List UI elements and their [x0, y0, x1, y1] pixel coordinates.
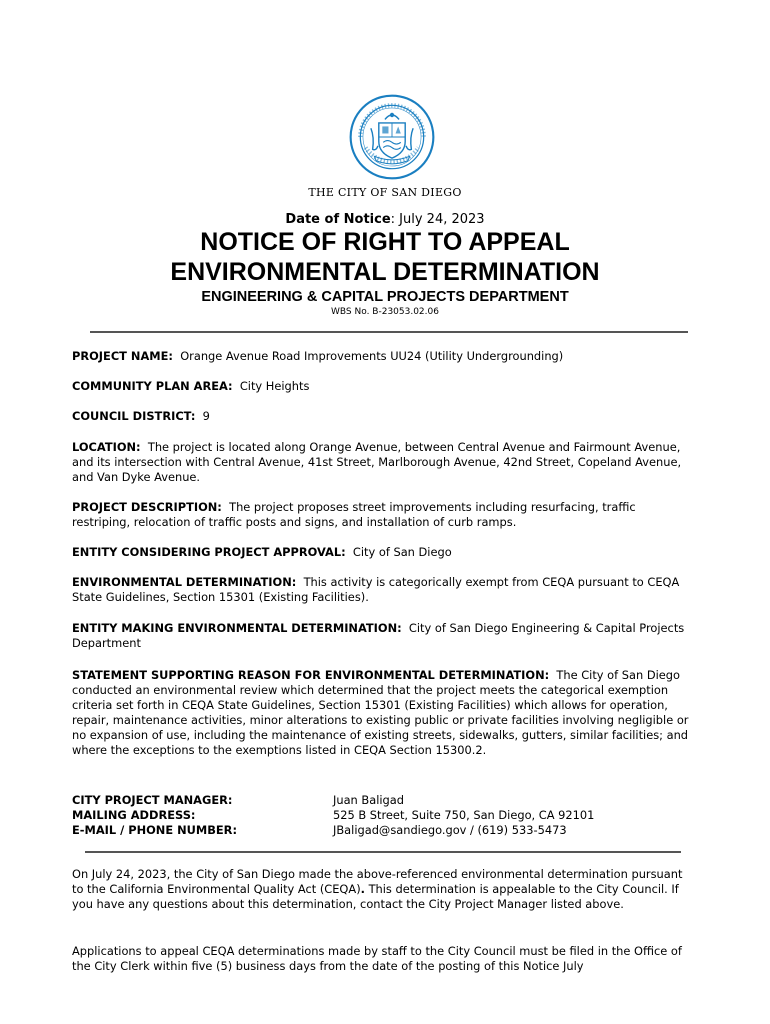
date-label: Date of Notice	[285, 212, 391, 227]
entity-approval-section	[72, 545, 697, 560]
project-name-section	[72, 349, 697, 364]
determination-paragraph	[72, 867, 697, 912]
description-value: The project proposes street improvements including resurfacing, traffic restriping, relocation of traffic posts and signs, and installation of curb ramps.	[72, 500, 636, 529]
para1-period: .	[360, 882, 365, 896]
location-section	[72, 440, 697, 485]
entity-approval-value: City of San Diego	[352, 545, 452, 559]
project-description-section	[72, 500, 697, 530]
date-of-notice	[0, 212, 770, 227]
email-value[interactable]: JBaligad@sandiego.gov / (619) 533-5473	[333, 823, 567, 837]
appeal-paragraph: Applications to appeal CEQA determinations made by staff to the City Council must be filed in the Office of the City Clerk within five (5) business days from the date of the posting of this Notice July	[72, 944, 682, 973]
env-det-value: This activity is categorically exempt from CEQA pursuant to CEQA State Guidelines, Section 15301 (Existing Facilities).	[72, 575, 680, 604]
manager-value: Juan Baligad	[333, 793, 404, 807]
location-value: The project is located along Orange Avenue, between Central Avenue and Fairmount Avenue, and its intersection with Central Avenue, 41st Street, Marlborough Avenue, 42nd Street, Copeland Avenue, and Van Dyke Avenue.	[72, 440, 682, 484]
entity-approval-label: ENTITY CONSIDERING PROJECT APPROVAL:	[72, 545, 346, 559]
entity-making-value: City of San Diego Engineering & Capital Projects Department	[72, 621, 685, 650]
page-title	[0, 227, 770, 287]
manager-label: CITY PROJECT MANAGER:	[72, 793, 233, 807]
council-district-section	[72, 409, 697, 424]
mailing-value: 525 B Street, Suite 750, San Diego, CA 92101	[333, 808, 595, 822]
title-line-1: NOTICE OF RIGHT TO APPEAL	[200, 228, 570, 256]
contact-block	[72, 793, 697, 838]
statement-section	[72, 668, 697, 758]
entity-making-section	[72, 621, 697, 651]
date-value: : July 24, 2023	[390, 212, 485, 227]
project-name-value: Orange Avenue Road Improvements UU24 (Utility Undergrounding)	[180, 349, 564, 363]
wbs-number: WBS No. B-23053.02.06	[331, 307, 439, 317]
district-value: 9	[202, 409, 210, 423]
manager-row	[72, 793, 697, 808]
environmental-determination-section	[72, 575, 697, 605]
community-value: City Heights	[239, 379, 310, 393]
department-name: ENGINEERING & CAPITAL PROJECTS DEPARTMENT	[201, 289, 569, 305]
entity-making-label: ENTITY MAKING ENVIRONMENTAL DETERMINATION:	[72, 621, 402, 635]
statement-value: The City of San Diego conducted an environmental review which determined that the project meets the categorical exemption criteria set forth in CEQA State Guidelines, Section 15301 (Existing Facilities) which allows for operation, repair, maintenance activities, minor alterations to existing public or private facilities involving negligible or no expansion of use, including the maintenance of existing streets, sidewalks, gutters, similar facilities; and where the exceptions to the exemptions listed in CEQA Section 15300.2.	[72, 668, 689, 757]
para1-text-b: This determination is appealable to the City Council. If you have any questions about this determination, contact the City Project Manager listed above.	[72, 882, 679, 911]
email-label: E-MAIL / PHONE NUMBER:	[72, 823, 237, 837]
title-line-2: ENVIRONMENTAL DETERMINATION	[170, 258, 600, 286]
divider-bottom	[85, 851, 681, 853]
community-label: COMMUNITY PLAN AREA:	[72, 379, 233, 393]
mailing-label: MAILING ADDRESS:	[72, 808, 196, 822]
env-det-label: ENVIRONMENTAL DETERMINATION:	[72, 575, 297, 589]
mailing-row	[72, 808, 697, 823]
city-name: THE CITY OF SAN DIEGO	[308, 186, 462, 199]
para1-text-a: On July 24, 2023, the City of San Diego made the above-referenced environmental determination pursuant to the California Environmental Quality Act (CEQA)	[72, 867, 683, 896]
statement-label: STATEMENT SUPPORTING REASON FOR ENVIRONMENTAL DETERMINATION:	[72, 668, 550, 682]
community-plan-section	[72, 379, 697, 394]
district-label: COUNCIL DISTRICT:	[72, 409, 196, 423]
city-seal-icon	[348, 93, 436, 181]
email-row	[72, 823, 697, 838]
description-label: PROJECT DESCRIPTION:	[72, 500, 222, 514]
location-label: LOCATION:	[72, 440, 141, 454]
divider-top	[90, 331, 688, 333]
project-name-label: PROJECT NAME:	[72, 349, 173, 363]
